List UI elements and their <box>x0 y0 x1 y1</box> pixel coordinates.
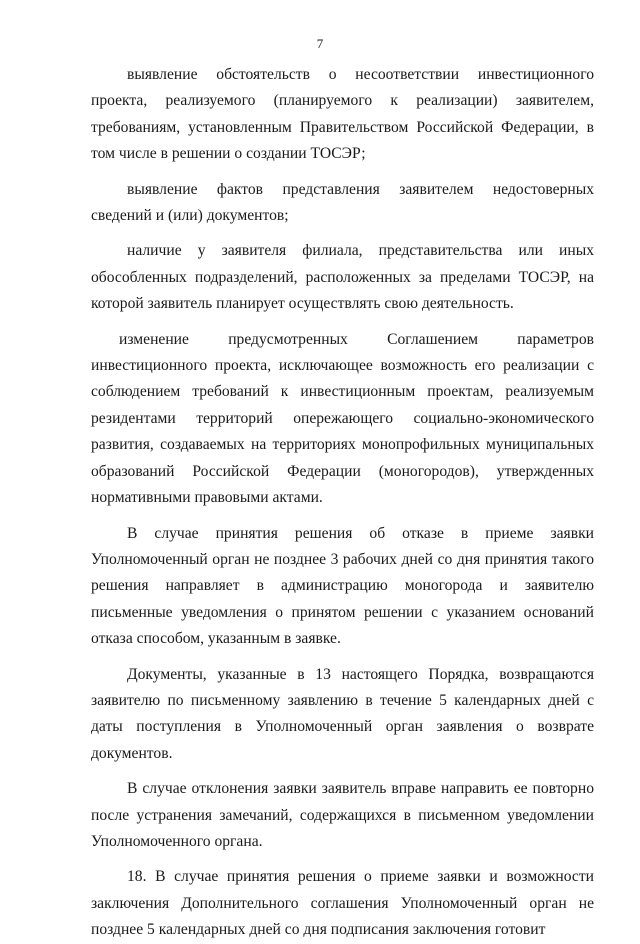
paragraph-resubmission: В случае отклонения заявки заявитель вправе направить ее повторно после устранения замечаний, содержащихся в письменном уведомлении Уполномоченного органа. <box>91 780 594 850</box>
document-body <box>91 62 594 944</box>
page-number: 7 <box>316 36 324 51</box>
paragraph-section-18: 18. В случае принятия решения о приеме заявки и возможности заключения Дополнительного соглашения Уполномоченный орган не позднее 5 календарных дней со дня подписания заключения готовит <box>91 868 594 939</box>
paragraph-parameter-change: изменение предусмотренных Соглашением параметров инвестиционного проекта, исключающее возможность его реализации с соблюдением требований к инвестиционным проектам, реализуемым резидентами территорий опережающего социально-экономического развития, создаваемых на территориях монопрофильных муниципальных образований Российской Федерации (моногородов), утвержденных нормативными правовыми актами. <box>91 330 594 507</box>
paragraph-false-information: выявление фактов представления заявителем недостоверных сведений и (или) документов; <box>91 180 594 225</box>
paragraph-documents-return: Документы, указанные в 13 настоящего Порядка, возвращаются заявителю по письменному заявлению в течение 5 календарных дней с даты поступления в Уполномоченный орган заявления о возврате документов. <box>91 665 594 762</box>
paragraph-nonconformity: выявление обстоятельств о несоответствии инвестиционного проекта, реализуемого (планируемого к реализации) заявителем, требованиям, установленным Правительством Российской Федерации, в том числе в решении о создании ТОСЭР; <box>91 66 594 163</box>
paragraph-branch-outside: наличие у заявителя филиала, представительства или иных обособленных подразделений, расположенных за пределами ТОСЭР, на которой заявитель планирует осуществлять свою деятельность. <box>91 242 594 313</box>
paragraph-refusal-notice: В случае принятия решения об отказе в приеме заявки Уполномоченный орган не позднее 3 рабочих дней со дня принятия такого решения направляет в администрацию моногорода и заявителю письменные уведомления о принятом решении с указанием оснований отказа способом, указанным в заявке. <box>91 524 594 648</box>
